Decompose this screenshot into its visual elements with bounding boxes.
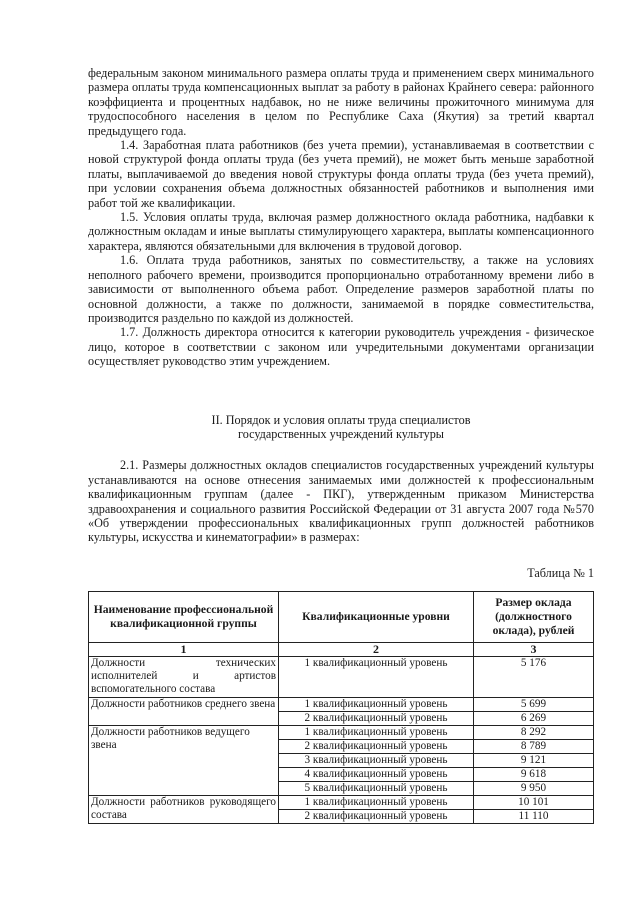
level-cell: 1 квалификационный уровень	[279, 697, 474, 711]
salary-table	[88, 591, 594, 824]
paragraph-continuation: федеральным законом минимального размера оплаты труда и применением сверх минимального размера оплаты труда компенсационных выплат за работу в районах Крайнего севера: районного коэффициента и процентных надбавок, но не ниже величины прожиточного минимума для трудоспособного населения в целом по Республике Саха (Якутия) за третий квартал предыдущего года.	[88, 66, 594, 138]
column-number-2: 2	[279, 642, 474, 656]
paragraph-1-4: 1.4. Заработная плата работников (без учета премии), устанавливаемая в соответствии с новой структурой фонда оплаты труда (без учета премий), не может быть меньше заработной платы, выплачиваемой до введения новой структуры фонда оплаты труда (без учета премий), при условии сохранения объема должностных обязанностей работников и выполнения ими работ той же квалификации.	[88, 138, 594, 210]
table-row	[89, 656, 594, 697]
salary-cell: 6 269	[474, 711, 594, 725]
group-name-middle: Должности работников среднего звена	[89, 697, 279, 725]
salary-cell: 11 110	[474, 809, 594, 823]
header-group-name: Наименование профессиональной квалификационной группы	[89, 591, 279, 642]
table-column-numbers-row	[89, 642, 594, 656]
level-cell: 5 квалификационный уровень	[279, 781, 474, 795]
header-levels: Квалификационные уровни	[279, 591, 474, 642]
group-name-management: Должности работников руководящего состава	[89, 795, 279, 823]
level-cell: 3 квалификационный уровень	[279, 753, 474, 767]
table-row	[89, 697, 594, 711]
level-cell: 2 квалификационный уровень	[279, 809, 474, 823]
document-page	[88, 66, 594, 824]
table-row	[89, 795, 594, 809]
level-cell: 2 квалификационный уровень	[279, 739, 474, 753]
column-number-1: 1	[89, 642, 279, 656]
group-name-technical: Должности технических исполнителей и артистов вспомогательного состава	[89, 656, 279, 697]
paragraph-1-6: 1.6. Оплата труда работников, занятых по совместительству, а также на условиях неполного рабочего времени, производится пропорционально отработанному времени либо в зависимости от выполненного объема работ. Определение размеров заработной платы по основной должности, а также по должности, занимаемой в порядке совместительства, производится раздельно по каждой из должностей.	[88, 253, 594, 325]
paragraph-1-7: 1.7. Должность директора относится к категории руководитель учреждения - физическое лицо, которое в соответствии с законом или учредительными документами организации осуществляет руководство этим учреждением.	[88, 325, 594, 369]
group-name-leading: Должности работников ведущего звена	[89, 725, 279, 795]
section-title-line-1: II. Порядок и условия оплаты труда специалистов	[211, 412, 471, 427]
salary-cell: 9 121	[474, 753, 594, 767]
section-title-line-2: государственных учреждений культуры	[238, 426, 444, 441]
level-cell: 1 квалификационный уровень	[279, 795, 474, 809]
salary-cell: 10 101	[474, 795, 594, 809]
level-cell: 2 квалификационный уровень	[279, 711, 474, 725]
level-cell: 1 квалификационный уровень	[279, 725, 474, 739]
salary-cell: 5 176	[474, 656, 594, 697]
section-title	[88, 413, 594, 442]
salary-cell: 9 950	[474, 781, 594, 795]
salary-cell: 5 699	[474, 697, 594, 711]
paragraph-1-5: 1.5. Условия оплаты труда, включая размер должностного оклада работника, надбавки к должностным окладам и иные выплаты стимулирующего характера, выплаты компенсационного характера, являются обязательными для включения в трудовой договор.	[88, 210, 594, 253]
salary-cell: 9 618	[474, 767, 594, 781]
salary-cell: 8 789	[474, 739, 594, 753]
table-row	[89, 725, 594, 739]
level-cell: 1 квалификационный уровень	[279, 656, 474, 697]
paragraph-2-1: 2.1. Размеры должностных окладов специалистов государственных учреждений культуры устанавливаются на основе отнесения занимаемых ими должностей к профессиональным квалификационным группам (далее - ПКГ), утвержденным приказом Министерства здравоохранения и социального развития Российской Федерации от 31 августа 2007 года №570 «Об утверждении профессиональных квалификационных групп должностей работников культуры, искусства и кинематографии» в размерах:	[88, 458, 594, 545]
column-number-3: 3	[474, 642, 594, 656]
table-caption: Таблица № 1	[527, 565, 594, 580]
header-salary: Размер оклада (должностного оклада), рублей	[474, 591, 594, 642]
table-header-row	[89, 591, 594, 642]
salary-cell: 8 292	[474, 725, 594, 739]
level-cell: 4 квалификационный уровень	[279, 767, 474, 781]
